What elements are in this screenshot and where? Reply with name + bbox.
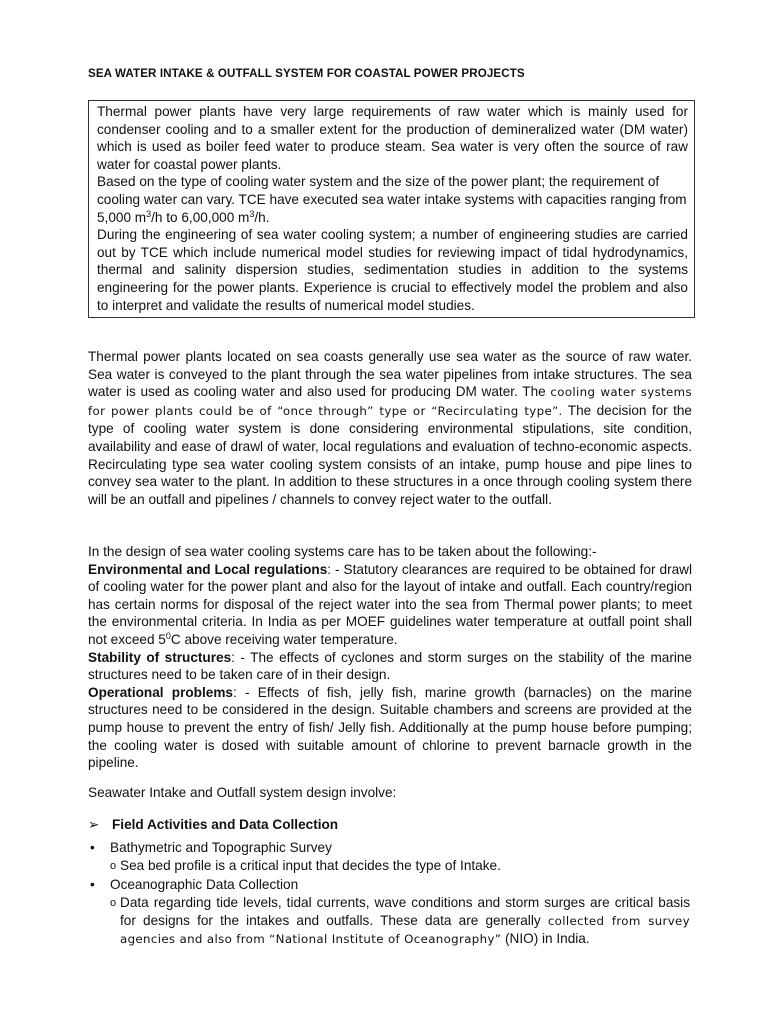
bullet-dot-icon: • [90, 840, 95, 855]
arrow-bullet-icon: ➢ [88, 817, 100, 832]
list-item-label: Bathymetric and Topographic Survey [110, 840, 332, 855]
summary-box [88, 100, 695, 318]
operational-problems-paragraph: Operational problems: - Effects of fish, jelly fish, marine growth (barnacles) on the marine structures need to be considered in the design. Suitable chambers and screens are provided at the pump house to prevent the entry of fish/ Jelly fish. Additionally at the pump house before pumping; the cooling water is dosed with suitable amount of chlorine to prevent barnacle growth in the pipeline. [88, 684, 692, 771]
involve-section [88, 784, 692, 802]
operational-problems-label: Operational problems [88, 684, 233, 700]
sub-item-text: Sea bed profile is a critical input that decides the type of Intake. [120, 858, 501, 873]
design-lead: In the design of sea water cooling systems care has to be taken about the following:- [88, 544, 597, 559]
environmental-regulations-label: Environmental and Local regulations [88, 561, 328, 577]
sub-item-text: Data regarding tide levels, tidal currents, wave conditions and storm surges are critical basis for designs for the intakes and outfalls. These data are generally collected from survey agencies and also from “National Institute of Oceanography” (NIO) in India. [120, 895, 690, 947]
summary-paragraph-2: Based on the type of cooling water system and the size of the power plant; the requirement of cooling water can vary. TCE have executed sea water intake systems with capacities ranging from 5,000 $m^3/h$ to 6,00,000 $m^3/h$. [97, 174, 687, 225]
intro-paragraph: Thermal power plants located on sea coasts generally use sea water as the source of raw water. Sea water is conveyed to the plant through the sea water pipelines from intake structures. The sea water is used as cooling water and also used for producing DM water. The cooling water systems for power plants could be of “once through” type or “Recirculating type”. The decision for the type of cooling water system is done considering environmental stipulations, site condition, availability and ease of drawl of water, local regulations and evaluation of techno-economic aspects. Recirculating type sea water cooling system consists of an intake, pump house and pipe lines to convey sea water to the plant. In addition to these structures in a once through cooling system there will be an outfall and pipelines / channels to convey reject water to the outfall. [88, 349, 692, 507]
summary-paragraph-3: During the engineering of sea water cooling system; a number of engineering studies are carried out by TCE which include numerical model studies for reviewing impact of tidal hydrodynamics, thermal and salinity dispersion studies, sedimentation studies in addition to the systems engineering for the power plants. Experience is crucial to effectively model the problem and also to interpret and validate the results of numerical model studies. [97, 227, 688, 313]
bullet-dot-icon: • [90, 877, 95, 892]
summary-paragraph-1: Thermal power plants have very large requirements of raw water which is mainly used for condenser cooling and to a smaller extent for the production of demineralized water (DM water) which is used as boiler feed water to produce steam. Sea water is very often the source of raw water for coastal power plants. [97, 104, 688, 172]
design-considerations-section [88, 543, 692, 772]
field-activities-heading [88, 816, 692, 834]
environmental-regulations-paragraph: Environmental and Local regulations: - Statutory clearances are required to be obtained for drawl of cooling water for the power plant and also for the layout of intake and outfall. Each country/region has certain norms for disposal of the reject water into the sea from Thermal power plants; to meet the environmental criteria. In India as per MOEF guidelines water temperature at outfall point shall not exceed $5^0C$ above receiving water temperature. [88, 561, 693, 647]
document-title: SEA WATER INTAKE & OUTFALL SYSTEM FOR COASTAL POWER PROJECTS [88, 67, 525, 80]
intro-section [88, 348, 692, 508]
list-item-label: Oceanographic Data Collection [110, 877, 299, 892]
circle-bullet-icon: o [110, 897, 117, 909]
involve-text: Seawater Intake and Outfall system design involve: [88, 785, 397, 800]
stability-paragraph: Stability of structures: - The effects of cyclones and storm surges on the stability of the marine structures need to be taken care of in their design. [88, 649, 692, 683]
field-activities-label: Field Activities and Data Collection [112, 817, 339, 832]
stability-label: Stability of structures [88, 649, 232, 665]
circle-bullet-icon: o [110, 860, 117, 872]
